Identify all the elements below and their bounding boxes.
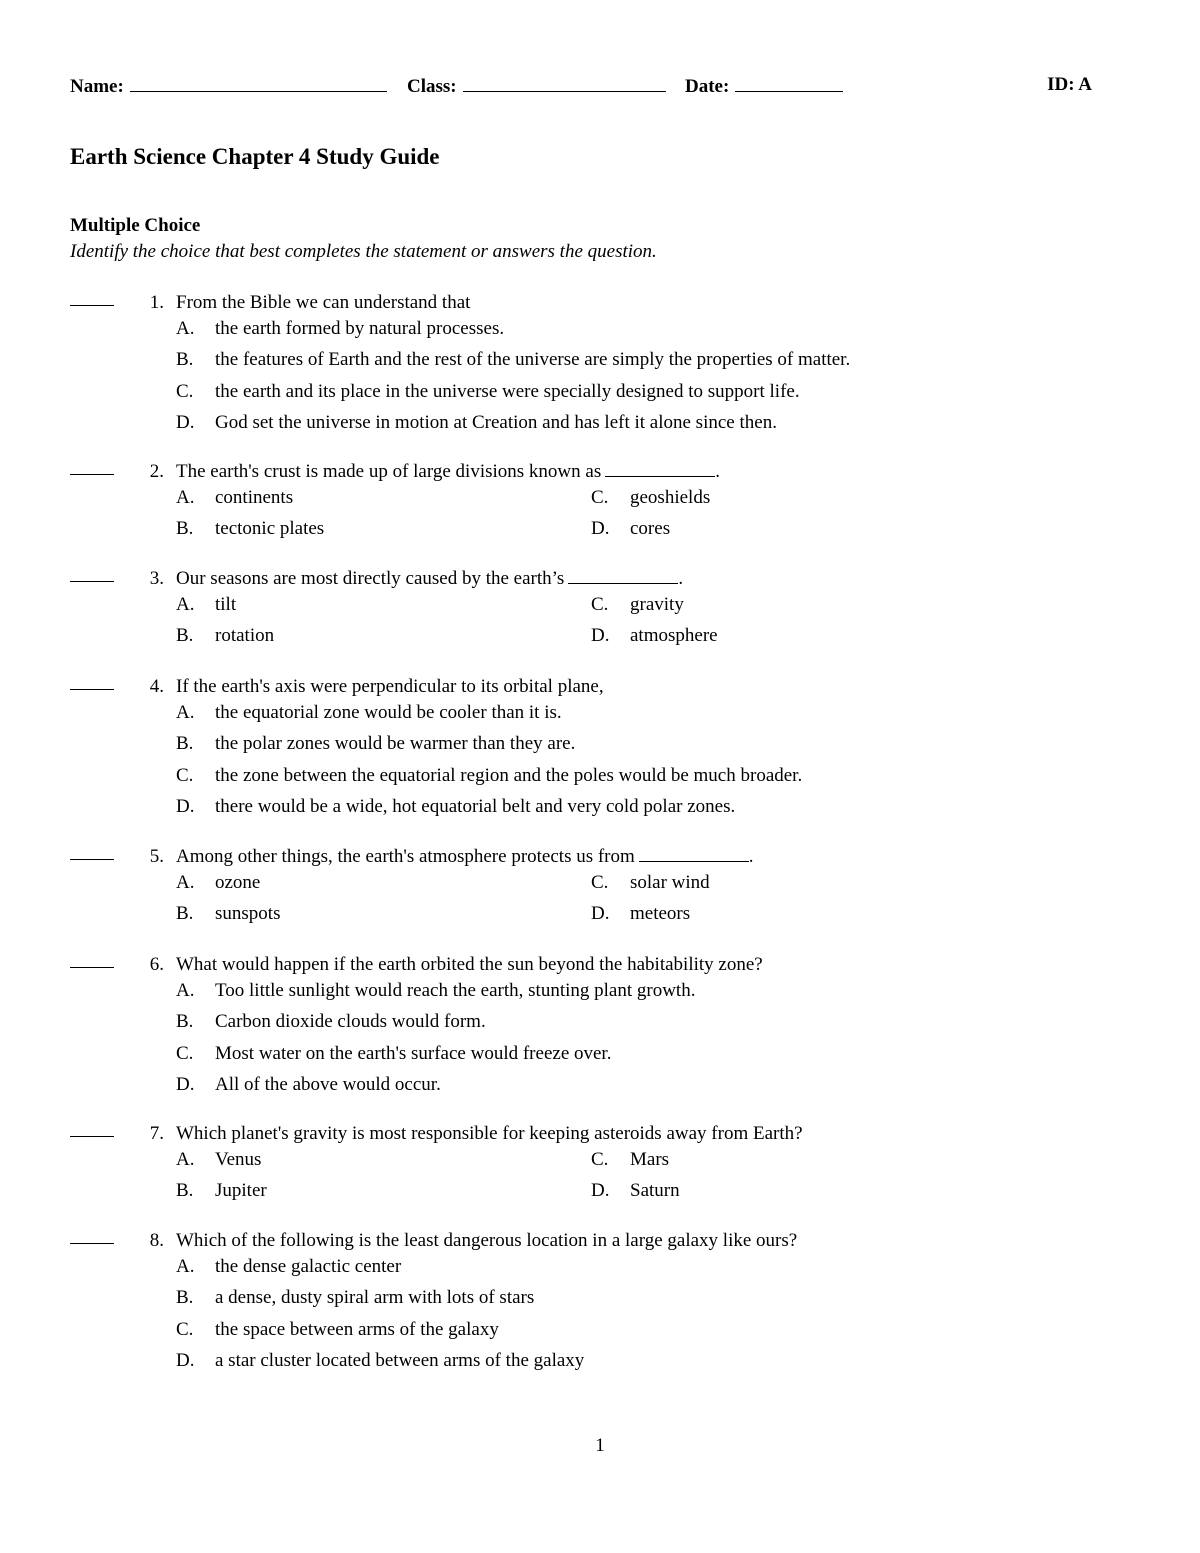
question-stem [176, 568, 683, 590]
id-field [1047, 74, 1092, 96]
choice-letter: B. [176, 1180, 194, 1201]
choice-text: gravity [630, 594, 684, 615]
choice-letter: C. [176, 765, 194, 786]
stem-punctuation: . [748, 846, 754, 867]
choice-text: the space between arms of the galaxy [215, 1319, 499, 1340]
choice-text: the polar zones would be warmer than they are. [215, 733, 576, 754]
choice-text: sunspots [215, 903, 281, 924]
choice-text: Venus [215, 1149, 262, 1170]
choice-letter: D. [176, 412, 195, 433]
question-number: 6. [149, 954, 164, 975]
choice-text: God set the universe in motion at Creation and has left it alone since then. [215, 412, 777, 433]
choice-text: the equatorial zone would be cooler than it is. [215, 702, 562, 723]
section-title: Multiple Choice [70, 215, 201, 236]
date-field [685, 74, 843, 98]
choice-letter: A. [176, 872, 195, 893]
choice-letter: C. [591, 872, 609, 893]
header-fields [70, 74, 1092, 98]
choice-text: Carbon dioxide clouds would form. [215, 1011, 486, 1032]
question-number: 4. [149, 676, 164, 697]
choice-letter: A. [176, 980, 195, 1001]
choice-text: geoshields [630, 487, 711, 508]
answer-blank[interactable] [70, 1243, 114, 1244]
choice-text: a star cluster located between arms of the galaxy [215, 1350, 585, 1371]
question-number: 8. [149, 1230, 164, 1251]
question-stem-text: Which planet's gravity is most responsible for keeping asteroids away from Earth? [176, 1123, 803, 1144]
question-number: 5. [149, 846, 164, 867]
choice-letter: A. [176, 318, 195, 339]
question-stem-text: If the earth's axis were perpendicular to its orbital plane, [176, 676, 604, 697]
choice-letter: C. [176, 1043, 194, 1064]
choice-text: the dense galactic center [215, 1256, 402, 1277]
question-stem-text: The earth's crust is made up of large divisions known as [176, 461, 602, 482]
question-stem [176, 292, 470, 314]
name-blank[interactable] [130, 74, 387, 92]
choice-text: the earth formed by natural processes. [215, 318, 505, 339]
question-stem [176, 846, 754, 868]
choice-text: solar wind [630, 872, 710, 893]
choice-text: continents [215, 487, 294, 508]
choice-letter: B. [176, 1287, 194, 1308]
choice-letter: C. [176, 381, 194, 402]
answer-blank[interactable] [70, 474, 114, 475]
class-label: Class: [407, 76, 457, 97]
choice-letter: A. [176, 487, 195, 508]
name-label: Name: [70, 76, 124, 97]
choice-letter: B. [176, 733, 194, 754]
choice-letter: D. [176, 796, 195, 817]
choice-letter: D. [176, 1350, 195, 1371]
choice-letter: D. [591, 903, 610, 924]
choice-text: the earth and its place in the universe were specially designed to support life. [215, 381, 800, 402]
choice-letter: A. [176, 1256, 195, 1277]
choice-letter: D. [176, 1074, 195, 1095]
answer-blank[interactable] [70, 859, 114, 860]
choice-letter: D. [591, 518, 610, 539]
choice-letter: B. [176, 1011, 194, 1032]
choice-letter: C. [591, 487, 609, 508]
answer-blank[interactable] [70, 1136, 114, 1137]
choice-text: All of the above would occur. [215, 1074, 441, 1095]
choice-letter: D. [591, 1180, 610, 1201]
choice-text: Jupiter [215, 1180, 267, 1201]
id-value: A [1078, 74, 1092, 95]
choice-letter: B. [176, 518, 194, 539]
choice-text: the zone between the equatorial region and the poles would be much broader. [215, 765, 803, 786]
question-stem [176, 954, 763, 976]
choice-letter: D. [591, 625, 610, 646]
answer-blank[interactable] [70, 581, 114, 582]
id-label: ID: [1047, 74, 1075, 95]
section-instructions: Identify the choice that best completes the statement or answers the question. [70, 241, 657, 262]
question-stem-text: Among other things, the earth's atmosphere protects us from [176, 846, 635, 867]
class-field [407, 74, 666, 98]
stem-punctuation: . [678, 568, 684, 589]
choice-text: a dense, dusty spiral arm with lots of stars [215, 1287, 535, 1308]
document-title: Earth Science Chapter 4 Study Guide [70, 144, 440, 169]
choice-letter: B. [176, 349, 194, 370]
choice-text: the features of Earth and the rest of the universe are simply the properties of matter. [215, 349, 851, 370]
date-blank[interactable] [735, 74, 843, 92]
fill-in-blank [568, 568, 678, 584]
page-number: 1 [595, 1435, 605, 1456]
choice-text: there would be a wide, hot equatorial belt and very cold polar zones. [215, 796, 736, 817]
choice-text: cores [630, 518, 671, 539]
question-stem [176, 1230, 797, 1252]
choice-text: meteors [630, 903, 691, 924]
question-number: 7. [149, 1123, 164, 1144]
question-stem-text: From the Bible we can understand that [176, 292, 471, 313]
choice-letter: C. [176, 1319, 194, 1340]
choice-text: Mars [630, 1149, 670, 1170]
question-number: 1. [149, 292, 164, 313]
fill-in-blank [605, 461, 715, 477]
choice-text: tilt [215, 594, 237, 615]
class-blank[interactable] [463, 74, 666, 92]
question-stem-text: Which of the following is the least dangerous location in a large galaxy like ours? [176, 1230, 798, 1251]
choice-text: atmosphere [630, 625, 718, 646]
answer-blank[interactable] [70, 689, 114, 690]
stem-punctuation: . [715, 461, 720, 482]
date-label: Date: [685, 76, 730, 97]
choice-letter: C. [591, 1149, 609, 1170]
answer-blank[interactable] [70, 967, 114, 968]
fill-in-blank [639, 846, 749, 862]
choice-text: Too little sunlight would reach the earth, stunting plant growth. [215, 980, 696, 1001]
choice-text: ozone [215, 872, 261, 893]
choice-letter: A. [176, 702, 195, 723]
choice-letter: A. [176, 594, 195, 615]
choice-letter: B. [176, 625, 194, 646]
choice-text: Saturn [630, 1180, 680, 1201]
choice-text: rotation [215, 625, 275, 646]
question-stem [176, 1123, 803, 1145]
choice-text: Most water on the earth's surface would freeze over. [215, 1043, 612, 1064]
question-stem-text: What would happen if the earth orbited the sun beyond the habitability zone? [176, 954, 763, 975]
question-number: 2. [149, 461, 164, 482]
question-stem [176, 461, 720, 483]
choice-text: tectonic plates [215, 518, 325, 539]
question-stem-text: Our seasons are most directly caused by the earth’s [176, 568, 565, 589]
name-field [70, 74, 387, 98]
choice-letter: B. [176, 903, 194, 924]
question-stem [176, 676, 604, 698]
answer-blank[interactable] [70, 305, 114, 306]
question-number: 3. [149, 568, 164, 589]
choice-letter: A. [176, 1149, 195, 1170]
choice-letter: C. [591, 594, 609, 615]
